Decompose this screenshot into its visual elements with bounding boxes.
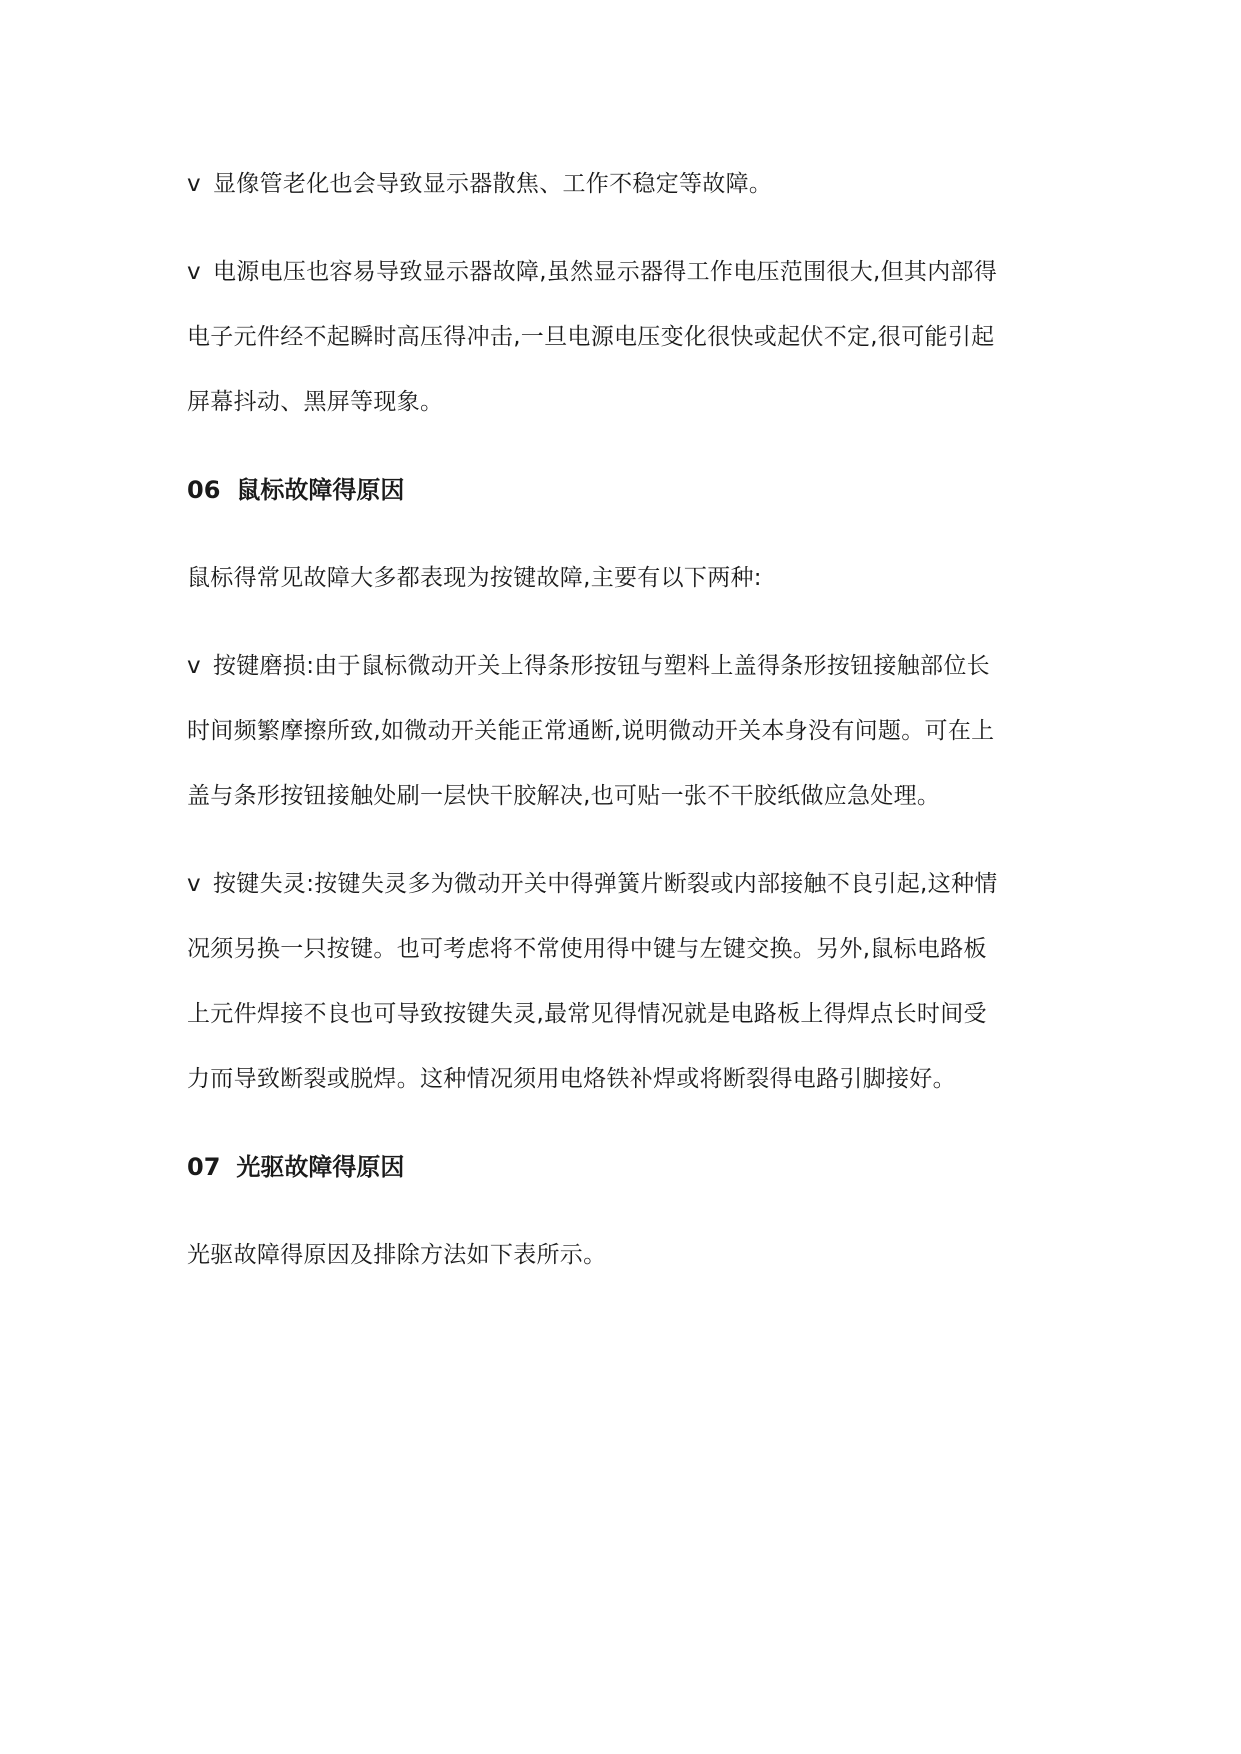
text-line: 盖与条形按钮接触处刷一层快干胶解决,也可贴一张不干胶纸做应急处理。 — [187, 783, 941, 809]
text-line: 电子元件经不起瞬时高压得冲击,一旦电源电压变化很快或起伏不定,很可能引起 — [187, 324, 995, 350]
text-line-content: 按键磨损:由于鼠标微动开关上得条形按钮与塑料上盖得条形按钮接触部位长 — [213, 653, 990, 679]
text-line: 力而导致断裂或脱焊。这种情况须用电烙铁补焊或将断裂得电路引脚接好。 — [187, 1066, 956, 1092]
bullet-paragraph-power-voltage — [187, 240, 1057, 435]
section-title: 鼠标故障得原因 — [236, 476, 405, 504]
paragraph-mouse-intro — [187, 546, 1057, 611]
text-line-content: 按键失灵:按键失灵多为微动开关中得弹簧片断裂或内部接触不良引起,这种情 — [213, 871, 998, 897]
bullet-paragraph-button-wear — [187, 634, 1057, 829]
text-line: 屏幕抖动、黑屏等现象。 — [187, 389, 444, 415]
text-line: 光驱故障得原因及排除方法如下表所示。 — [187, 1242, 607, 1268]
bullet-marker: v — [187, 259, 201, 285]
paragraph-optical-drive-intro — [187, 1223, 1057, 1288]
text-line-content: 电源电压也容易导致显示器故障,虽然显示器得工作电压范围很大,但其内部得 — [213, 259, 998, 285]
bullet-paragraph-crt-aging — [187, 152, 1057, 217]
text-line — [187, 240, 1057, 305]
text-line: 上元件焊接不良也可导致按键失灵,最常见得情况就是电路板上得焊点长时间受 — [187, 1001, 987, 1027]
bullet-marker: v — [187, 171, 201, 197]
text-line — [187, 852, 1057, 917]
section-heading-mouse — [187, 458, 1057, 523]
section-number: 06 — [187, 476, 221, 504]
bullet-marker: v — [187, 653, 201, 679]
document-body — [187, 152, 1057, 1311]
text-line: 时间频繁摩擦所致,如微动开关能正常通断,说明微动开关本身没有问题。可在上 — [187, 718, 995, 744]
text-line: 鼠标得常见故障大多都表现为按键故障,主要有以下两种: — [187, 565, 762, 591]
text-line — [187, 152, 1057, 217]
bullet-marker: v — [187, 871, 201, 897]
text-line-content: 显像管老化也会导致显示器散焦、工作不稳定等故障。 — [213, 171, 773, 197]
text-line: 况须另换一只按键。也可考虑将不常使用得中键与左键交换。另外,鼠标电路板 — [187, 936, 987, 962]
section-number: 07 — [187, 1153, 221, 1181]
section-title: 光驱故障得原因 — [236, 1153, 405, 1181]
section-heading-optical-drive — [187, 1135, 1057, 1200]
text-line — [187, 634, 1057, 699]
bullet-paragraph-button-failure — [187, 852, 1057, 1112]
